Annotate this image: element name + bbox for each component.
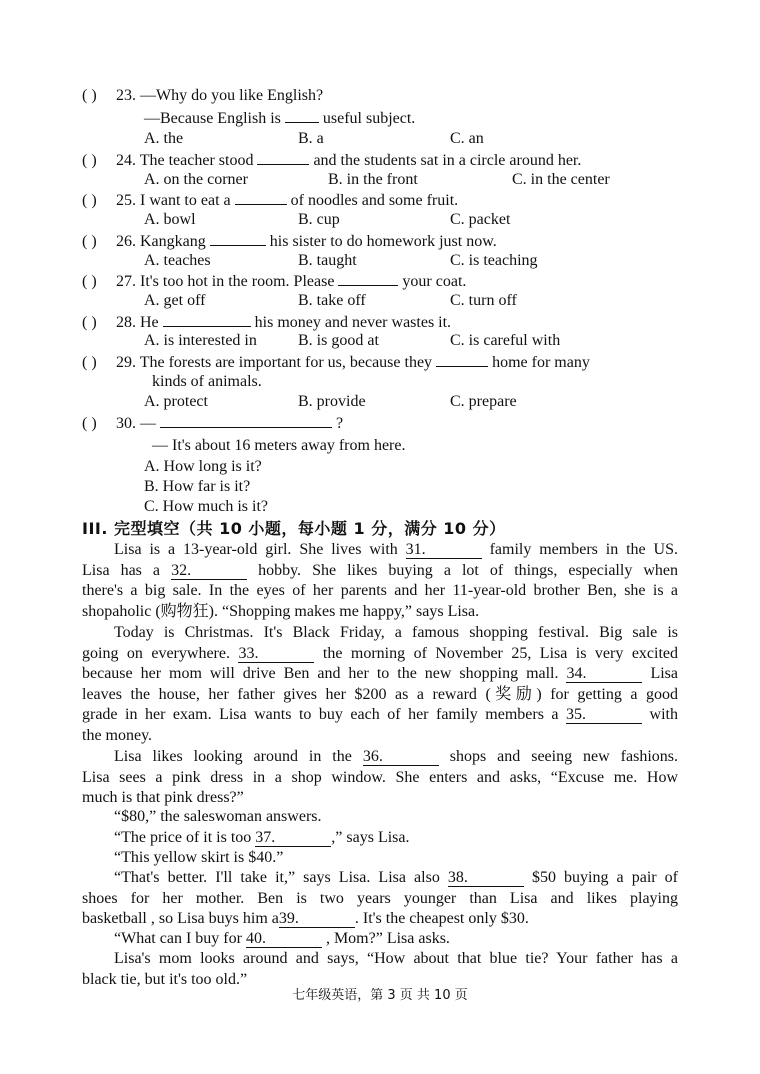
passage-text: “What can I buy for [114,930,246,947]
option-b: B. a [298,130,324,147]
question-25 [82,190,458,211]
answer-blank [436,352,488,367]
passage-line [82,561,678,582]
passage-text: ,” says Lisa. [331,829,410,846]
page-footer: 七年级英语，第 3 页 共 10 页 [292,988,468,1003]
passage-line [82,768,678,789]
passage-line [82,929,678,950]
blank-34: 34. [566,666,642,683]
passage-text: the money. [82,726,153,744]
stem-text: home for many [492,354,590,371]
option-a: A. bowl [144,211,196,228]
answer-blank [338,271,398,286]
answer-parenthesis: ( ) [82,415,97,432]
stem-text: Kangkang [140,233,206,250]
blank-40: 40. [246,931,322,948]
passage-text: family members in the US. [481,541,679,558]
option-b: B. taught [298,252,357,269]
paragraph-1 [82,540,678,622]
passage-line [82,602,678,623]
paragraph-8 [82,929,678,950]
option-b: B. in the front [328,171,418,188]
stem-text: useful subject. [322,110,416,127]
blank-32: 32. [171,563,247,580]
blank-38: 38. [448,870,524,887]
question-29 [82,352,590,373]
passage-text: hobby. She likes buying a lot of things, especially when [247,561,679,579]
passage-text: Lisa likes looking around in the [114,748,363,765]
passage-line [82,623,678,644]
passage-text: Lisa has a [82,561,172,579]
passage-text: grade in her exam. Lisa wants to buy each of her family members a [82,706,567,724]
passage-line [82,807,678,828]
question-number: 25. [112,192,140,209]
answer-parenthesis: ( ) [82,314,97,331]
option-a: A. teaches [144,252,211,269]
passage-line [82,889,678,910]
passage-text: leaves the house, her father gives her $200 as a reward (奖励) for getting a good [82,685,678,703]
question-number: 28. [112,314,140,331]
passage-line [82,788,678,809]
stem-text: of noodles and some fruit. [290,192,459,209]
answer-blank [257,150,309,165]
paragraph-4 [82,807,678,828]
passage-text: Today is Christmas. It's Black Friday, a famous shopping festival. Big sale is [114,624,678,641]
option-b: B. is good at [298,332,379,349]
question-number: 29. [112,354,140,371]
passage-line [82,644,678,665]
blank-33: 33. [238,646,314,663]
option-a: A. How long is it? [144,458,262,475]
option-a: A. protect [144,393,208,410]
option-c: C. turn off [450,292,517,309]
passage-line [82,664,678,685]
passage-text: . It's the cheapest only $30. [354,910,529,928]
answer-parenthesis: ( ) [82,152,97,169]
option-c: C. prepare [450,393,517,410]
passage-text: Lisa's mom looks around and says, “How about that blue tie? Your father has a [114,950,678,967]
passage-text: Lisa [642,665,679,683]
passage-text: “The price of it is too [114,829,256,846]
passage-line [82,705,678,726]
stem-text: The teacher stood [139,152,254,169]
question-30-line2: — It's about 16 meters away from here. [152,437,406,454]
passage-text: basketball , so Lisa buys him a [82,910,279,928]
stem-text: I want to eat a [140,192,231,209]
stem-text: your coat. [402,273,467,290]
passage-text: because her mom will drive Ben and her to the new shopping mall. [82,665,567,683]
option-c: C. in the center [512,171,610,188]
stem-text: his money and never wastes it. [254,314,452,331]
passage-text: shops and seeing new fashions. [438,748,678,765]
passage-text: the morning of November 25, Lisa is very excited [314,644,679,662]
stem-text: — [140,415,156,432]
passage-text: much is that pink dress?” [82,789,244,807]
passage-text: shoes for her mother. Ben is two years younger than Lisa and likes playing [82,889,678,907]
passage-line [82,685,678,706]
question-23-line2 [144,108,415,129]
paragraph-3 [82,747,678,809]
question-number: 24. [112,152,140,169]
passage-text: , Mom?” Lisa asks. [321,930,450,947]
question-number: 27. [112,273,140,290]
question-number: 23. [112,87,140,104]
passage-text: “This yellow skirt is $40.” [114,849,284,866]
option-c: C. is teaching [450,252,538,269]
passage-text: Lisa sees a pink dress in a shop window. She enters and asks, “Excuse me. How [82,768,678,786]
passage-text: $50 buying a pair of [523,869,679,886]
blank-35: 35. [566,707,642,724]
blank-31: 31. [406,542,482,559]
option-a: A. get off [144,292,206,309]
stem-text: —Because English is [144,110,281,127]
option-b: B. provide [298,393,366,410]
passage-line [82,909,678,930]
passage-line [82,747,678,768]
passage-text: black tie, but it's too old.” [82,970,248,988]
passage-text: shopaholic (购物狂). “Shopping makes me happy,” says Lisa. [82,602,480,620]
option-c: C. an [450,130,484,147]
option-b: B. cup [298,211,340,228]
stem-text: He [140,314,159,331]
answer-blank-long [160,413,332,428]
option-c: C. How much is it? [144,498,268,515]
question-26 [82,231,497,252]
option-a: A. on the corner [144,171,248,188]
passage-line [82,540,678,561]
blank-39: 39. [279,911,355,928]
question-number: 30. [112,415,140,432]
passage-line [82,949,678,970]
passage-line [82,726,678,747]
option-c: C. is careful with [450,332,561,349]
answer-blank [210,231,266,246]
stem-text: The forests are important for us, because they [139,354,433,371]
paragraph-2 [82,623,678,747]
question-27 [82,271,466,292]
answer-blank [163,312,251,327]
stem-text: his sister to do homework just now. [269,233,497,250]
passage-line [82,828,678,849]
question-30 [82,413,343,434]
passage-line [82,581,678,602]
answer-parenthesis: ( ) [82,273,97,290]
answer-parenthesis: ( ) [82,354,97,371]
question-stem: —Why do you like English? [140,87,324,104]
option-b: B. How far is it? [144,478,251,495]
answer-parenthesis: ( ) [82,87,97,104]
passage-line [82,848,678,869]
question-28 [82,312,451,333]
answer-blank [285,108,319,123]
passage-text: “That's better. I'll take it,” says Lisa. Lisa also [114,869,448,886]
option-c: C. packet [450,211,511,228]
blank-36: 36. [363,749,439,766]
paragraph-5 [82,828,678,849]
question-number: 26. [112,233,140,250]
question-29-line2: kinds of animals. [152,373,262,390]
stem-text: It's too hot in the room. Please [140,273,335,290]
answer-parenthesis: ( ) [82,192,97,209]
section-title: III. 完型填空（共 10 小题，每小题 1 分，满分 10 分） [82,519,506,538]
option-a: A. the [144,130,184,147]
question-24 [82,150,581,171]
option-a: A. is interested in [144,332,257,349]
question-23 [82,86,323,106]
stem-text: and the students sat in a circle around her. [313,152,582,169]
passage-text: there's a big sale. In the eyes of her parents and her 11-year-old brother Ben, she is a [82,582,678,600]
paragraph-6 [82,848,678,869]
passage-text: going on everywhere. [82,644,239,662]
passage-text: Lisa is a 13-year-old girl. She lives with [114,541,406,558]
passage-line [82,868,678,889]
paragraph-7 [82,868,678,930]
answer-blank [235,190,287,205]
stem-text: ? [336,415,344,432]
passage-text: with [642,706,678,724]
option-b: B. take off [298,292,366,309]
answer-parenthesis: ( ) [82,233,97,250]
passage-text: “$80,” the saleswoman answers. [114,808,322,825]
blank-37: 37. [255,830,331,847]
